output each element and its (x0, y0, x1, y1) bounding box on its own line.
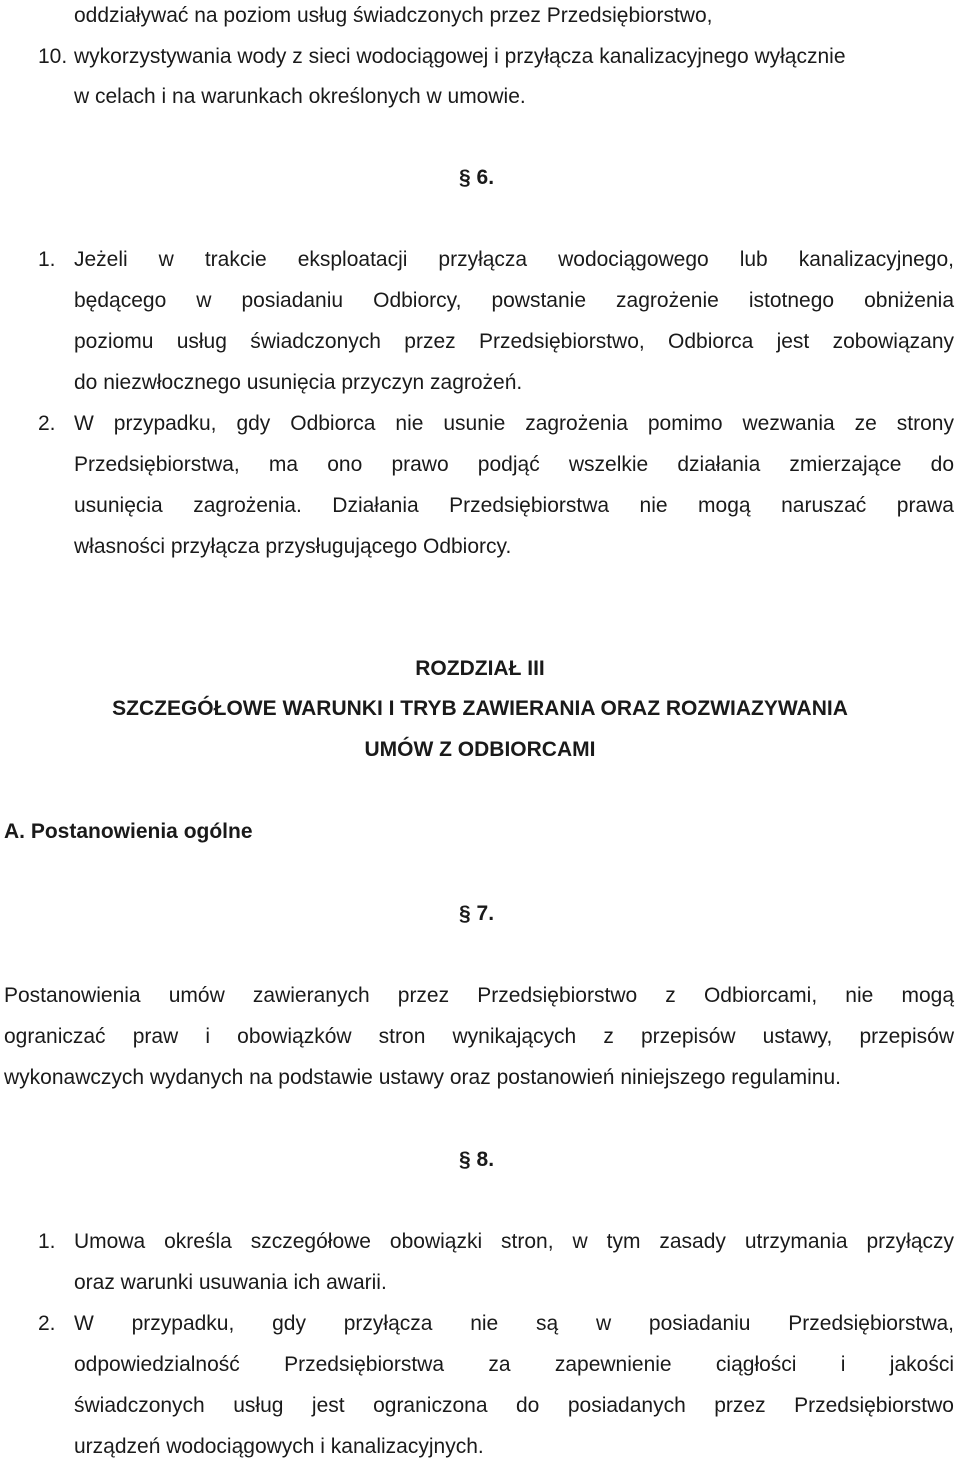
list-item-line: Przedsiębiorstwa, ma ono prawo podjąć wszelkie działania zmierzające do (74, 453, 954, 476)
list-number: 2. (38, 1312, 56, 1335)
list-item-line: usunięcia zagrożenia. Działania Przedsiębiorstwa nie mogą naruszać prawa (74, 494, 954, 517)
list-number: 2. (38, 412, 56, 435)
list-item-line: odpowiedzialność Przedsiębiorstwa za zapewnienie ciągłości i jakości (74, 1353, 954, 1376)
list-item-line: własności przyłącza przysługującego Odbiorcy. (74, 535, 512, 558)
list-item-line: Umowa określa szczegółowe obowiązki stron, w tym zasady utrzymania przyłączy (74, 1230, 954, 1253)
list-item-line: w celach i na warunkach określonych w umowie. (74, 85, 526, 108)
section-heading: § 7. (459, 902, 495, 925)
list-item-line: świadczonych usług jest ograniczona do posiadanych przez Przedsiębiorstwo (74, 1394, 954, 1417)
list-item-line: urządzeń wodociągowych i kanalizacyjnych. (74, 1435, 484, 1458)
paragraph-line: oddziaływać na poziom usług świadczonych przez Przedsiębiorstwo, (74, 4, 713, 27)
list-item-line: Jeżeli w trakcie eksploatacji przyłącza wodociągowego lub kanalizacyjnego, (74, 248, 954, 271)
list-item-line: do niezwłocznego usunięcia przyczyn zagrożeń. (74, 371, 523, 394)
chapter-title: ROZDZIAŁ III (415, 657, 545, 680)
list-item-line: wykorzystywania wody z sieci wodociągowej i przyłącza kanalizacyjnego wyłącznie (74, 45, 846, 68)
section-heading: § 8. (459, 1148, 495, 1171)
list-number: 1. (38, 248, 56, 271)
section-title: A. Postanowienia ogólne (4, 820, 253, 843)
list-item-line: oraz warunki usuwania ich awarii. (74, 1271, 387, 1294)
list-item-line: będącego w posiadaniu Odbiorcy, powstanie zagrożenie istotnego obniżenia (74, 289, 954, 312)
paragraph-line: ograniczać praw i obowiązków stron wynikających z przepisów ustawy, przepisów (4, 1025, 954, 1048)
list-item-line: W przypadku, gdy Odbiorca nie usunie zagrożenia pomimo wezwania ze strony (74, 412, 954, 435)
list-item-line: W przypadku, gdy przyłącza nie są w posiadaniu Przedsiębiorstwa, (74, 1312, 954, 1335)
list-number: 10. (38, 45, 68, 68)
chapter-subtitle: SZCZEGÓŁOWE WARUNKI I TRYB ZAWIERANIA ORAZ ROZWIAZYWANIA (112, 697, 848, 720)
list-number: 1. (38, 1230, 56, 1253)
paragraph-line: wykonawczych wydanych na podstawie ustawy oraz postanowień niniejszego regulaminu. (4, 1066, 841, 1089)
paragraph-line: Postanowienia umów zawieranych przez Przedsiębiorstwo z Odbiorcami, nie mogą (4, 984, 954, 1007)
section-heading: § 6. (459, 166, 495, 189)
chapter-subtitle: UMÓW Z ODBIORCAMI (364, 738, 596, 761)
list-item-line: poziomu usług świadczonych przez Przedsiębiorstwo, Odbiorca jest zobowiązany (74, 330, 954, 353)
